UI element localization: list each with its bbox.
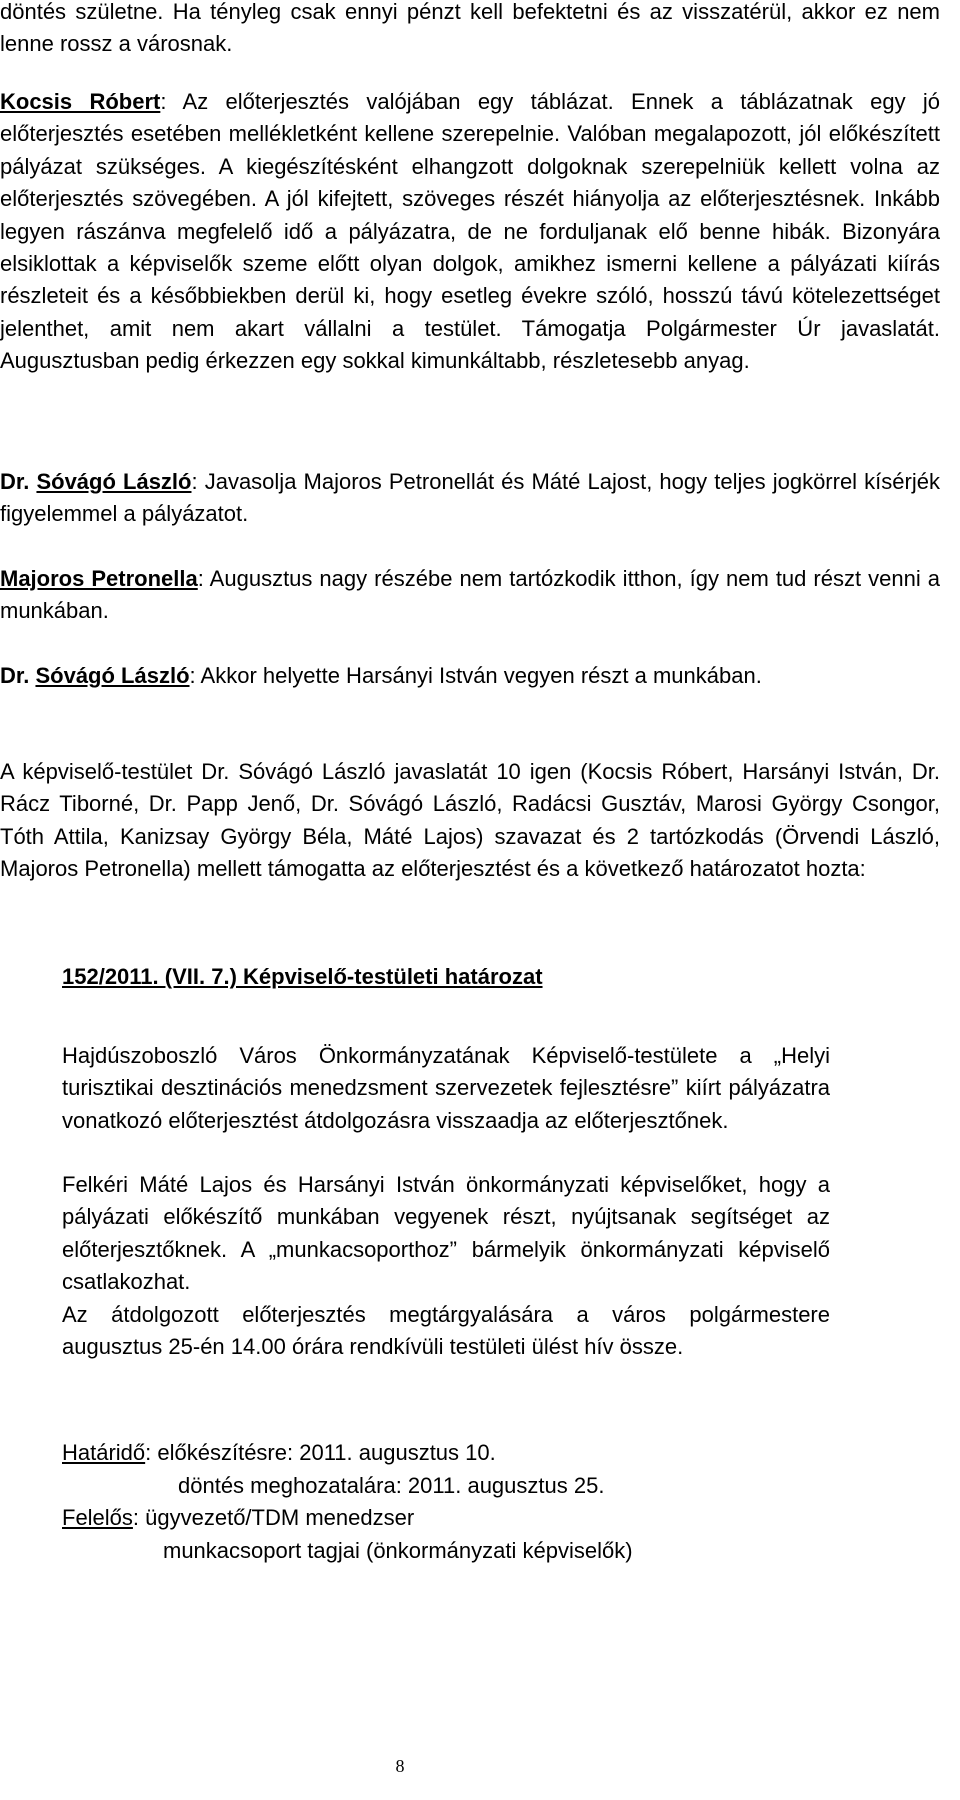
speaker-name: Kocsis Róbert <box>0 89 161 114</box>
paragraph-sovago-1: Dr. Sóvágó László: Javasolja Majoros Petronellát és Máté Lajost, hogy teljes jogkörrel kísérjék figyelemmel a pályázatot. <box>0 469 940 527</box>
speaker-name: Sóvágó László <box>36 469 192 494</box>
responsible-line-1: Felelős: ügyvezető/TDM menedzser <box>62 1505 415 1530</box>
paragraph-majoros: Majoros Petronella: Augusztus nagy részébe nem tartózkodik itthon, így nem tud részt venni a munkában. <box>0 566 940 624</box>
paragraph-vote: A képviselő-testület Dr. Sóvágó László javaslatát 10 igen (Kocsis Róbert, Harsányi István, Dr. Rácz Tiborné, Dr. Papp Jenő, Dr. Sóvágó László, Radácsi Gusztáv, Marosi György Csongor, Tóth Attila, Kanizsay György Béla, Máté Lajos) szavazat és 2 tartózkodás (Örvendi László, Majoros Petronella) mellett támogatta az előterjesztést és a következő határozatot hozta: <box>0 759 940 882</box>
speaker-name: Majoros Petronella <box>0 566 198 591</box>
page-number: 8 <box>395 1756 405 1776</box>
paragraph-kocsis: Kocsis Róbert: Az előterjesztés valójában egy táblázat. Ennek a táblázatnak egy jó előterjesztés esetében mellékletként kellene szerepelnie. Valóban megalapozott, jól előkészített pályázat szükséges. A kiegészítésként elhangzott dolgoknak szerepelniük kellett volna az előterjesztés szövegében. A jól kifejtett, szöveges részét hiányolja az előterjesztésnek. Inkább legyen rászánva megfelelő idő a pályázatra, de ne forduljanak elő benne hibák. Bizonyára elsiklottak a képviselők szeme előtt olyan dolgok, amikhez ismerni kellene a pályázati kiírás részleteit és a későbbiekben derül ki, hogy esetleg évekre szóló, hosszú távú kötelezettséget jelenthet, amit nem akart vállalni a testület. Támogatja Polgármester Úr javaslatát. Augusztusban pedig érkezzen egy sokkal kimunkáltabb, részletesebb anyag. <box>0 89 940 374</box>
resolution-title: 152/2011. (VII. 7.) Képviselő-testületi határozat <box>62 964 543 989</box>
paragraph-intro: döntés születne. Ha tényleg csak ennyi pénzt kell befektetni és az visszatérül, akkor ez nem lenne rossz a városnak. <box>0 0 940 57</box>
responsible-label: Felelős <box>62 1505 133 1530</box>
resolution-paragraph-1: Hajdúszoboszló Város Önkormányzatának Képviselő-testülete a „Helyi turisztikai desztinációs menedzsment szervezetek fejlesztésre” kiírt pályázatra vonatkozó előterjesztést átdolgozásra visszaadja az előterjesztőnek. <box>62 1043 830 1133</box>
paragraph-sovago-2: Dr. Sóvágó László: Akkor helyette Harsányi István vegyen részt a munkában. <box>0 663 762 688</box>
deadline-label: Határidő <box>62 1440 146 1465</box>
resolution-paragraph-3: Az átdolgozott előterjesztés megtárgyalására a város polgármestere augusztus 25-én 14.00 órára rendkívüli testületi ülést hív össze. <box>62 1302 830 1360</box>
resolution-paragraph-2: Felkéri Máté Lajos és Harsányi István önkormányzati képviselőket, hogy a pályázati előkészítő munkában vegyenek részt, nyújtsanak segítséget az előterjesztőknek. A „munkacsoporthoz” bármelyik önkormányzati képviselő csatlakozhat. <box>62 1172 830 1295</box>
speaker-name: Sóvágó László <box>35 663 190 688</box>
deadline-line-2: döntés meghozatalára: 2011. augusztus 25. <box>178 1473 605 1498</box>
responsible-line-2: munkacsoport tagjai (önkormányzati képviselők) <box>163 1538 633 1563</box>
deadline-line-1: Határidő: előkészítésre: 2011. augusztus 10. <box>62 1440 496 1465</box>
